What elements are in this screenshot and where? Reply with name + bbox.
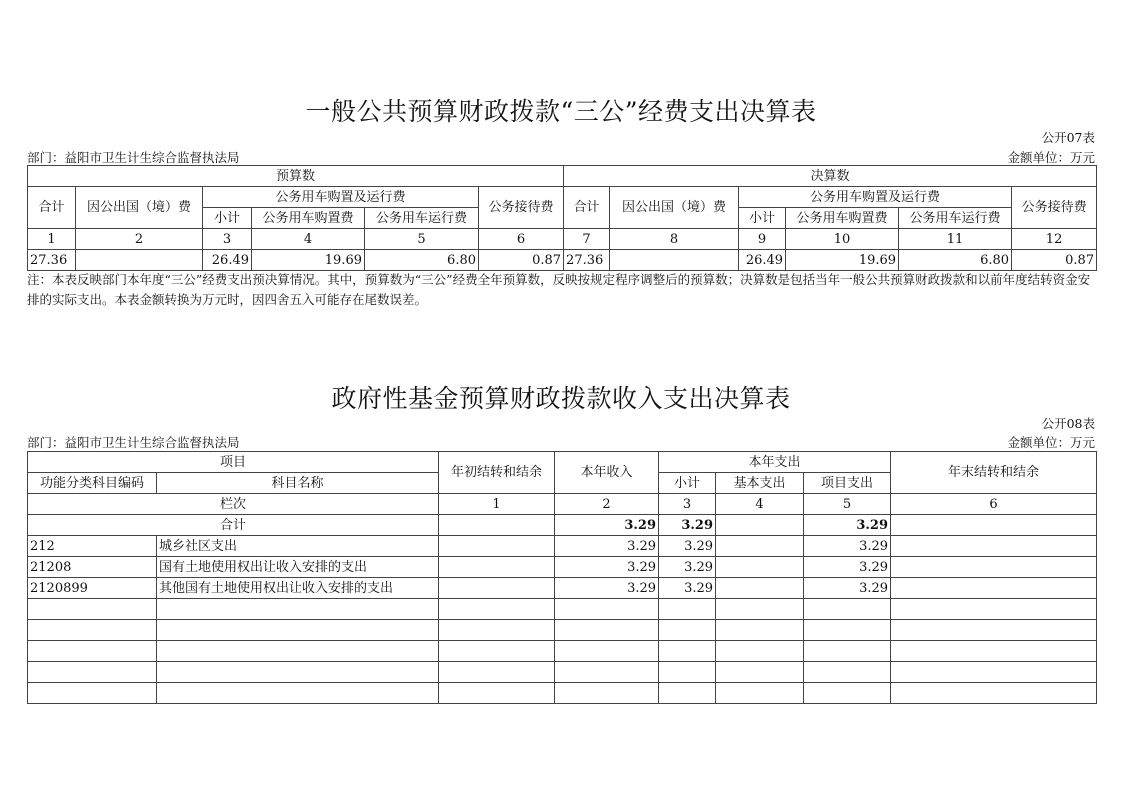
col-num: 7 [564,229,610,250]
table2-department: 部门：益阳市卫生计生综合监督执法局 [27,435,240,450]
col-num: 6 [479,229,564,250]
cell-basic [716,536,804,557]
header-budget-running: 公务用车运行费 [365,208,479,229]
table-row [28,557,1097,578]
cell-begin [439,557,555,578]
col-num: 3 [659,494,716,515]
col-num: 11 [899,229,1012,250]
cell-final-running: 6.80 [899,250,1012,271]
column-number-row [28,494,1097,515]
cell-final-purchase: 19.69 [786,250,899,271]
header-final-car: 公务用车购置及运行费 [739,187,1012,208]
header-lanci: 栏次 [28,494,439,515]
col-num: 4 [252,229,365,250]
col-num: 1 [28,229,76,250]
table-row [28,578,1097,599]
table2-grid [27,451,1097,704]
cell-income: 3.29 [555,515,659,536]
cell-subtotal: 3.29 [659,578,716,599]
total-label: 合计 [28,515,439,536]
cell-income: 3.29 [555,557,659,578]
col-num: 12 [1012,229,1097,250]
cell-begin [439,578,555,599]
column-number-row [28,229,1097,250]
header-final-total: 合计 [564,187,610,229]
cell-basic [716,578,804,599]
cell-code: 21208 [28,557,157,578]
cell-budget-subtotal: 26.49 [203,250,252,271]
header-income: 本年收入 [555,452,659,494]
col-num: 8 [610,229,739,250]
col-num: 2 [555,494,659,515]
cell-final-total: 27.36 [564,250,610,271]
table1-title: 一般公共预算财政拨款“三公”经费支出决算表 [305,97,817,126]
cell-project: 3.29 [804,536,891,557]
cell-basic [716,557,804,578]
empty-row [28,641,1097,662]
cell-name: 城乡社区支出 [157,536,439,557]
header-final: 决算数 [564,166,1097,187]
cell-income: 3.29 [555,536,659,557]
cell-project: 3.29 [804,578,891,599]
header-final-abroad: 因公出国（境）费 [610,187,739,229]
header-final-running: 公务用车运行费 [899,208,1012,229]
cell-code: 2120899 [28,578,157,599]
empty-row [28,620,1097,641]
col-num: 4 [716,494,804,515]
col-num: 1 [439,494,555,515]
total-row [28,515,1097,536]
cell-budget-reception: 0.87 [479,250,564,271]
header-budget-purchase: 公务用车购置费 [252,208,365,229]
header-budget-reception: 公务接待费 [479,187,564,229]
cell-final-subtotal: 26.49 [739,250,786,271]
table1-code: 公开07表 [1041,130,1095,145]
empty-row [28,683,1097,704]
header-final-purchase: 公务用车购置费 [786,208,899,229]
cell-end [891,557,1097,578]
table1-department: 部门：益阳市卫生计生综合监督执法局 [27,150,240,165]
cell-name: 其他国有土地使用权出让收入安排的支出 [157,578,439,599]
cell-name: 国有土地使用权出让收入安排的支出 [157,557,439,578]
cell-begin [439,515,555,536]
header-final-subtotal: 小计 [739,208,786,229]
table1-note: 注：本表反映部门本年度“三公”经费支出预决算情况。其中，预算数为“三公”经费全年预算数，反映按规定程序调整后的预算数；决算数是包括当年一般公共预算财政拨款和以前年度结转资金安排的实际支出。本表金额转换为万元时，因四舍五入可能存在尾数误差。 [27,272,1091,307]
header-final-reception: 公务接待费 [1012,187,1097,229]
cell-subtotal: 3.29 [659,557,716,578]
empty-row [28,599,1097,620]
header-budget-abroad: 因公出国（境）费 [76,187,203,229]
header-begin-balance: 年初结转和结余 [439,452,555,494]
table2-unit: 金额单位：万元 [1007,435,1095,450]
header-project: 项目支出 [804,473,891,494]
cell-project: 3.29 [804,557,891,578]
cell-begin [439,536,555,557]
table-row [28,250,1097,271]
col-num: 3 [203,229,252,250]
col-num: 5 [365,229,479,250]
header-name: 科目名称 [157,473,439,494]
cell-final-reception: 0.87 [1012,250,1097,271]
cell-final-abroad [610,250,739,271]
header-budget-subtotal: 小计 [203,208,252,229]
table2-code: 公开08表 [1041,416,1095,431]
header-expense: 本年支出 [659,452,891,473]
header-code: 功能分类科目编码 [28,473,157,494]
cell-subtotal: 3.29 [659,515,716,536]
col-num: 5 [804,494,891,515]
table1-unit: 金额单位：万元 [1007,150,1095,165]
cell-basic [716,515,804,536]
cell-budget-abroad [76,250,203,271]
header-item: 项目 [28,452,439,473]
col-num: 9 [739,229,786,250]
header-budget-total: 合计 [28,187,76,229]
header-budget: 预算数 [28,166,564,187]
col-num: 10 [786,229,899,250]
cell-budget-total: 27.36 [28,250,76,271]
empty-row [28,662,1097,683]
cell-end [891,515,1097,536]
col-num: 6 [891,494,1097,515]
header-subtotal: 小计 [659,473,716,494]
table1-grid [27,165,1097,271]
cell-project: 3.29 [804,515,891,536]
cell-end [891,536,1097,557]
table-row [28,536,1097,557]
header-end-balance: 年末结转和结余 [891,452,1097,494]
col-num: 2 [76,229,203,250]
cell-end [891,578,1097,599]
cell-code: 212 [28,536,157,557]
table2-title: 政府性基金预算财政拨款收入支出决算表 [331,384,791,413]
header-basic: 基本支出 [716,473,804,494]
cell-budget-running: 6.80 [365,250,479,271]
cell-income: 3.29 [555,578,659,599]
cell-subtotal: 3.29 [659,536,716,557]
cell-budget-purchase: 19.69 [252,250,365,271]
header-budget-car: 公务用车购置及运行费 [203,187,479,208]
